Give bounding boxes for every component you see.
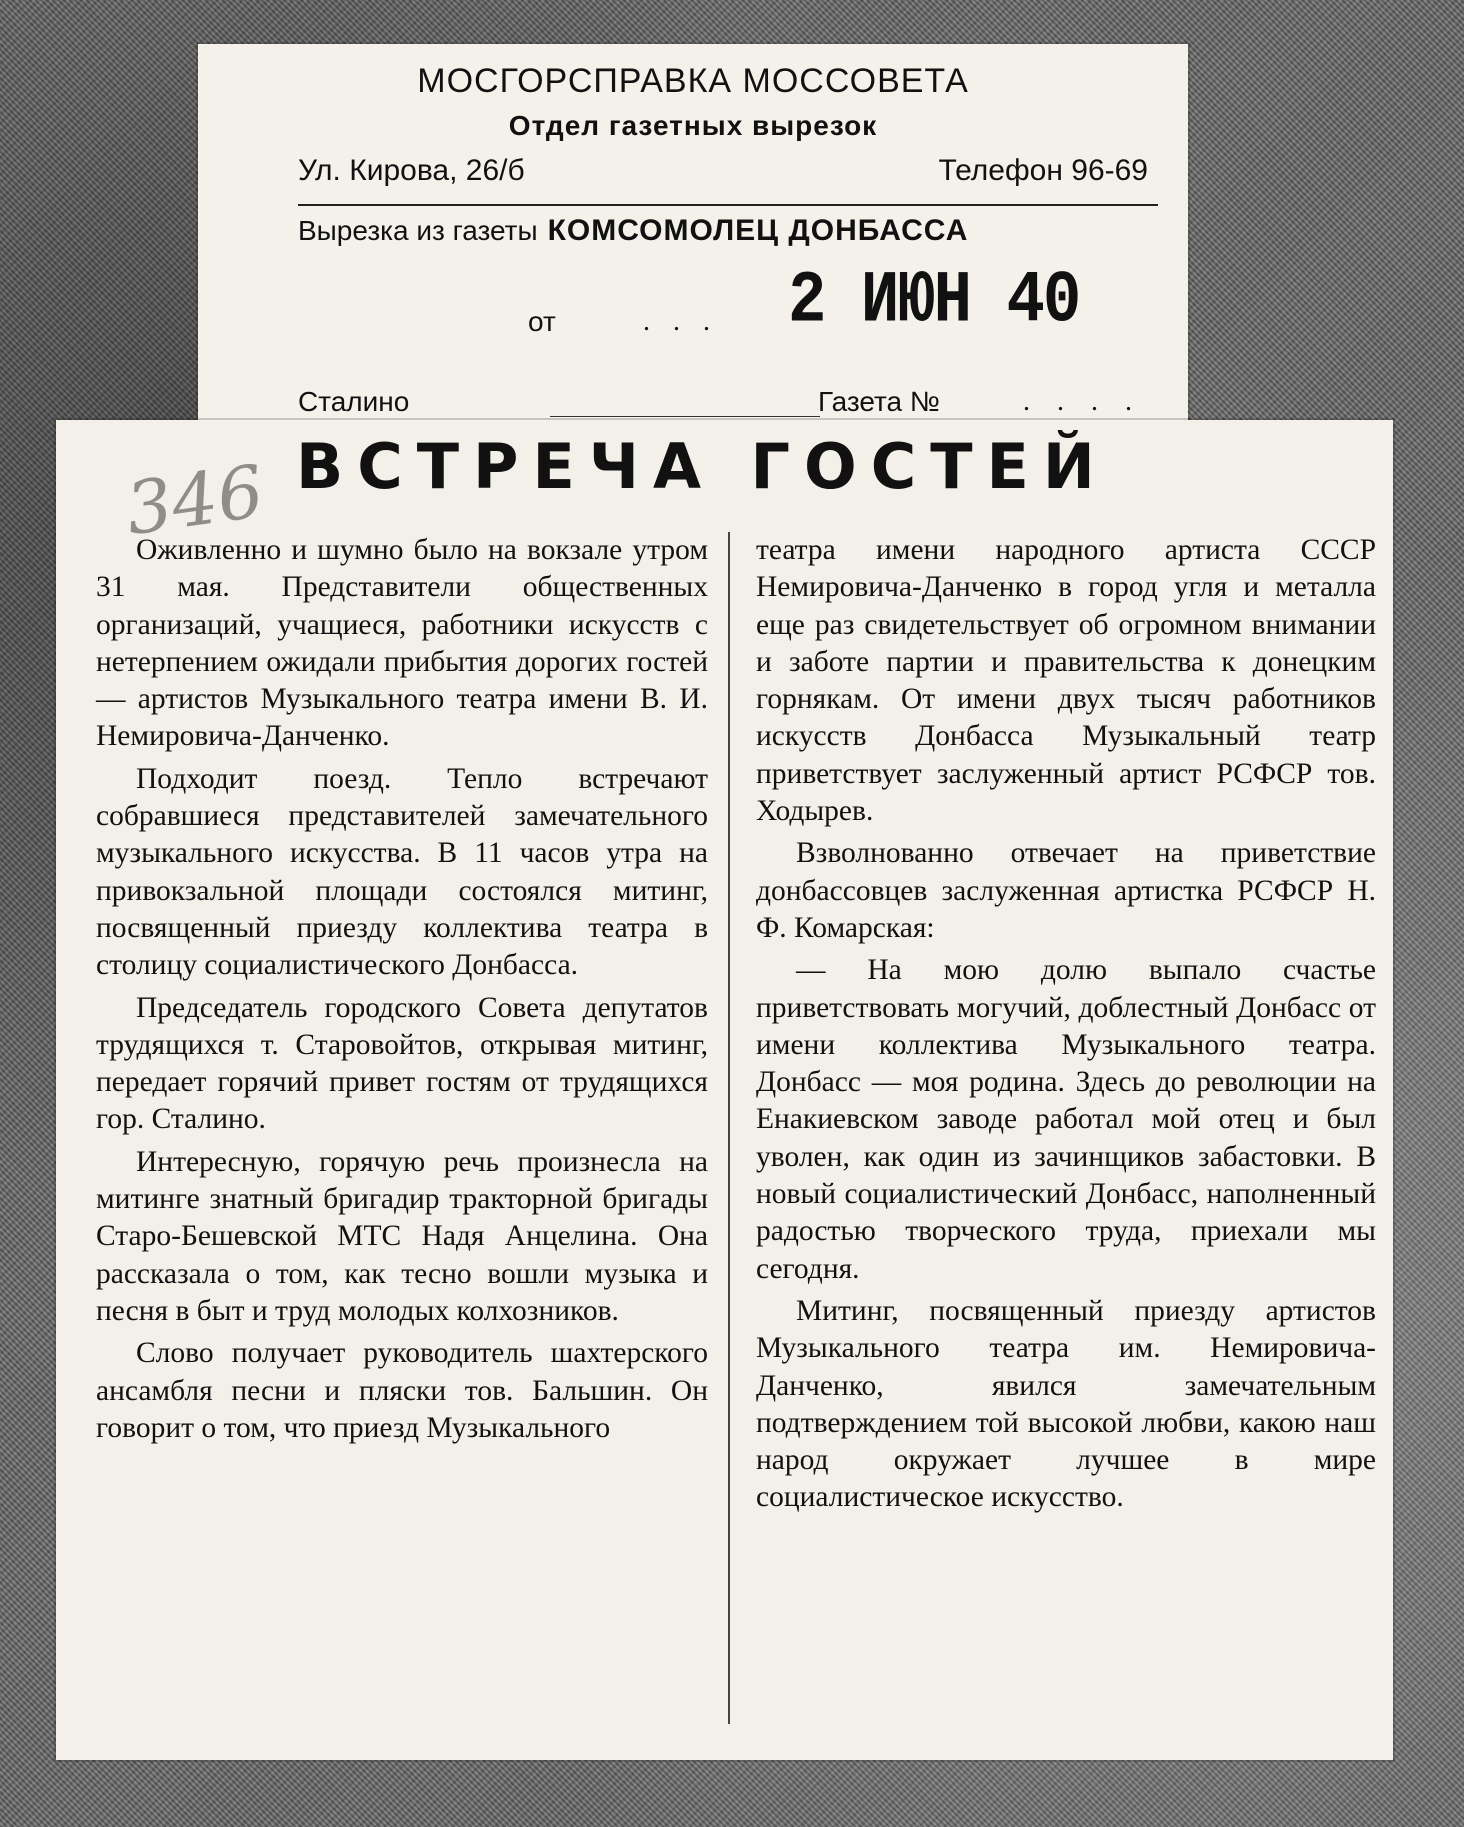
paragraph: Оживленно и шумно было на вокзале утром 31 мая. Представители общественных организаций, учащиеся, работники искусств с нетерпением ожидали прибытия дорогих гостей — артистов Музыкального театра имени В. И. Немировича-Данченко. (96, 534, 708, 753)
date-stamp: 2 ИЮН 40 (788, 260, 1080, 344)
newspaper-name: КОМСОМОЛЕЦ ДОНБАССА (547, 214, 969, 247)
clip-source-line (298, 214, 968, 248)
department-name: Отдел газетных вырезок (508, 110, 878, 141)
header-rule (298, 204, 1158, 206)
article-title: ВСТРЕЧА ГОСТЕЙ (296, 430, 1109, 503)
paragraph: Председатель городского Совета депутатов трудящихся т. Старовойтов, открывая митинг, передает горячий привет гостям от трудящихся гор. Сталино. (96, 991, 708, 1136)
paragraph: Слово получает руководитель шахтерского ансамбля песни и пляски тов. Бальшин. Он говорит о том, что приезд Музыкального (96, 1337, 708, 1444)
gazeta-number-dots: . . . . (1023, 386, 1142, 417)
article-column-left (96, 532, 708, 1452)
handwritten-number: 346 (120, 448, 269, 552)
clip-label: Вырезка из газеты (298, 215, 538, 246)
article-column-right (756, 532, 1376, 1522)
newspaper-clipping (56, 420, 1393, 1760)
paragraph: Интересную, горячую речь произнесла на митинге знатный бригадир тракторной бригады Старо-Бешевской МТС Надя Анцелина. Она рассказала о том, как тесно вошли музыка и песня в быт и труд молодых колхозников. (96, 1145, 708, 1327)
phone-number: Телефон 96-69 (938, 154, 1148, 187)
paragraph: Взволнованно отвечает на приветствие донбассовцев заслуженная артистка РСФСР Н. Ф. Комарская: (756, 837, 1376, 944)
paragraph: Митинг, посвященный приезду артистов Музыкального театра им. Немировича-Данченко, явился замечательным подтверждением той высокой любви, какою наш народ окружает лучшее в мире социалистическое искусство. (756, 1294, 1376, 1514)
clipping-service-header (198, 44, 1188, 440)
paragraph: театра имени народного артиста СССР Немировича-Данченко в город угля и металла еще раз свидетельствует об огромном внимании и заботе партии и правительства к донецким горнякам. От имени двух тысяч работников искусств Донбасса Музыкальный театр приветствует заслуженный артист РСФСР тов. Ходырев. (756, 534, 1376, 828)
date-label: от (528, 306, 556, 337)
agency-name: МОСГОРСПРАВКА МОССОВЕТА (417, 62, 969, 100)
date-dots: . . . (643, 306, 718, 337)
city-underline (550, 416, 820, 417)
city-name: Сталино (298, 386, 410, 417)
address: Ул. Кирова, 26/б (298, 154, 525, 187)
gazeta-number-label: Газета № (818, 386, 940, 417)
column-divider (728, 532, 730, 1724)
paragraph: Подходит поезд. Тепло встречают собравшиеся представителей замечательного музыкального искусства. В 11 часов утра на привокзальной площади состоялся митинг, посвященный приезду коллектива театра в столицу социалистического Донбасса. (96, 762, 708, 982)
paragraph: — На мою долю выпало счастье приветствовать могучий, доблестный Донбасс от имени коллектива Музыкального театра. Донбасс — моя родина. Здесь до революции на Енакиевском заводе работал мой отец и был уволен, как один из зачинщиков забастовки. В новый социалистический Донбасс, наполненный радостью творческого труда, приехали мы сегодня. (756, 954, 1376, 1285)
